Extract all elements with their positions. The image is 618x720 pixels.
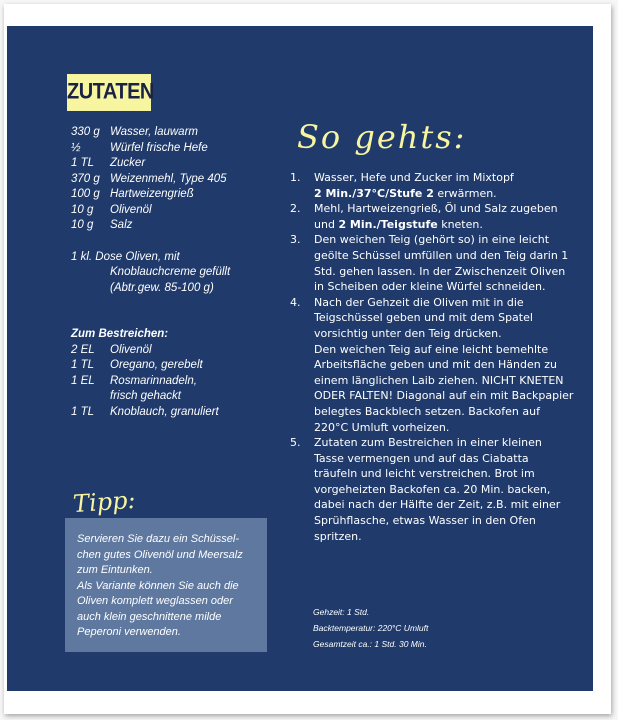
sogehts-heading: So gehts: xyxy=(297,118,467,156)
tipp-box xyxy=(65,518,267,652)
ingredient-qty: 100 g xyxy=(71,188,100,200)
ingredient-row xyxy=(71,218,291,234)
tipp-line: Servieren Sie dazu ein Schüssel- xyxy=(77,533,240,545)
ingredient-name: Weizenmehl, Type 405 xyxy=(110,172,227,185)
time-info xyxy=(313,604,428,652)
ingredient-name: Oregano, gerebelt xyxy=(110,359,203,371)
backtemperatur: Backtemperatur: 220°C Umluft xyxy=(313,623,429,633)
ingredient-name: Zucker xyxy=(110,157,146,169)
ingredient-name: Salz xyxy=(110,219,133,231)
ingredient-row xyxy=(71,203,291,219)
bestreichen-heading: Zum Bestreichen: xyxy=(71,328,169,340)
ingredient-name: Hartweizengrieß xyxy=(110,188,194,200)
step-number: 2. xyxy=(290,202,301,216)
ingredient-row xyxy=(71,125,291,141)
gesamtzeit: Gesamtzeit ca.: 1 Std. 30 Min. xyxy=(313,639,427,649)
recipe-page xyxy=(4,4,611,714)
ingredient-name: Würfel frische Hefe xyxy=(110,141,208,154)
step-item xyxy=(290,295,575,435)
olives-line: Knoblauchcreme gefüllt xyxy=(110,266,231,278)
step-setting: 2 Min./37°C/Stufe 2 xyxy=(314,186,434,200)
ingredient-row xyxy=(71,358,291,374)
ingredient-row xyxy=(71,405,291,421)
step-item xyxy=(290,170,575,201)
tipp-line: Oliven komplett weglassen oder xyxy=(77,595,233,607)
ingredient-name: Olivenöl xyxy=(110,343,152,356)
ingredient-name: Olivenöl xyxy=(110,203,152,216)
ingredient-qty xyxy=(71,389,110,405)
step-item xyxy=(290,201,575,232)
step-text: Den weichen Teig (gehört so) in eine leicht geölte Schüssel umfüllen und den Teig darin 1 Std. gehen lassen. In der Zwischenzeit Oliven in Scheiben oder kleine Würfel schneiden. xyxy=(314,233,569,294)
steps-list xyxy=(290,170,575,544)
recipe-panel xyxy=(7,26,593,691)
olives-line: 1 kl. Dose Oliven, mit xyxy=(71,250,180,263)
ingredient-qty: 370 g xyxy=(71,172,100,185)
step-text: Nach der Gehzeit die Oliven mit in die Teigschüssel geben und mit dem Spatel vorsichtig unter den Teig drücken. Den weichen Teig auf eine leicht bemehlte Arbeitsfläche geben und mit den Händen zu einem länglichen Laib ziehen. NICHT KNETEN ODER FALTEN! Diagonal auf ein mit Backpapier belegtes Backblech setzen. Backofen auf 220°C Umluft vorheizen. xyxy=(314,295,574,434)
ingredient-name: Rosmarinnadeln, xyxy=(110,374,197,387)
step-item xyxy=(290,435,575,544)
ingredient-qty: 1 TL xyxy=(71,359,95,371)
step-item xyxy=(290,232,575,294)
step-number: 4. xyxy=(290,295,301,309)
step-number: 3. xyxy=(290,233,301,247)
zutaten-heading: ZUTATEN xyxy=(67,74,151,111)
ingredient-row xyxy=(71,156,291,172)
tipp-line: zum Eintunken. xyxy=(77,564,153,576)
ingredient-qty: 1 TL xyxy=(71,157,95,169)
step-number: 5. xyxy=(290,436,301,450)
ingredient-row xyxy=(71,187,291,203)
ingredient-qty: ½ xyxy=(71,141,81,154)
step-text: Mehl, Hartweizengrieß, Öl und Salz zugeben und 2 Min./Teigstufe kneten. xyxy=(314,202,558,231)
olives-line: (Abtr.gew. 85-100 g) xyxy=(110,281,214,294)
ingredient-name: Knoblauch, granuliert xyxy=(110,405,219,418)
ingredient-qty: 1 EL xyxy=(71,374,95,387)
ingredient-row xyxy=(71,172,291,188)
tipp-line: Peperoni verwenden. xyxy=(77,626,181,638)
tipp-line: auch klein geschnittene milde xyxy=(77,610,222,623)
ingredient-row xyxy=(71,141,291,157)
ingredient-name: Wasser, lauwarm xyxy=(110,126,198,138)
ingredient-row xyxy=(71,389,291,405)
ingredient-qty: 330 g xyxy=(71,126,100,138)
ingredient-row xyxy=(71,374,291,390)
ingredient-qty: 1 TL xyxy=(71,405,95,418)
ingredient-qty: 10 g xyxy=(71,219,94,231)
tipp-heading: Tipp: xyxy=(72,485,137,519)
gehzeit: Gehzeit: 1 Std. xyxy=(313,607,370,617)
step-text: Zutaten zum Bestreichen in einer kleinen Tasse vermengen und auf das Ciabatta träufeln und leicht verstreichen. Brot im vorgeheizten Backofen ca. 20 Min. backen, dabei nach der Hälfte der Zeit, z.B. mit einer Sprühflasche, etwas Wasser in den Ofen spritzen. xyxy=(314,436,561,543)
ingredient-name: frisch gehackt xyxy=(110,390,181,402)
step-setting: 2 Min./Teigstufe xyxy=(338,217,438,231)
step-number: 1. xyxy=(290,171,301,184)
ingredient-row xyxy=(71,343,291,359)
step-text: Wasser, Hefe und Zucker im Mixtopf 2 Min./37°C/Stufe 2 erwärmen. xyxy=(314,171,514,200)
tipp-line: chen gutes Olivenöl und Meersalz xyxy=(77,548,243,561)
ingredient-list xyxy=(71,125,291,420)
ingredient-qty: 10 g xyxy=(71,203,94,216)
tipp-line: Als Variante können Sie auch die xyxy=(77,579,239,592)
ingredient-qty: 2 EL xyxy=(71,343,95,356)
